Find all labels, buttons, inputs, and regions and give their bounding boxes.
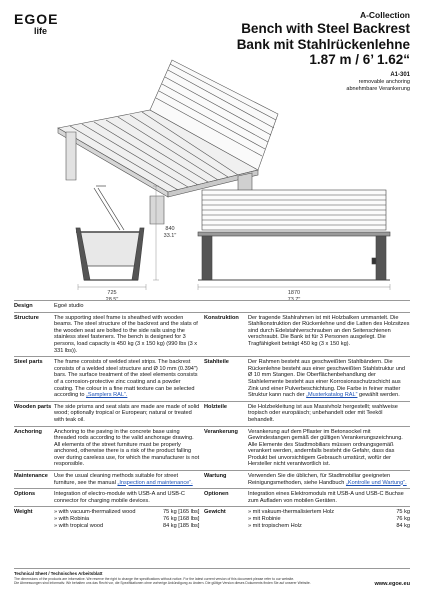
side-view [76, 186, 159, 290]
row-label-en: Design [14, 303, 33, 309]
collection-label: A-Collection [359, 10, 410, 20]
footer-title: Technical Sheet / Technisches Arbeitsblatt [14, 571, 103, 576]
row-label-de [204, 303, 248, 310]
weight-name: » with Robinia [54, 516, 90, 523]
maintenance-text-en: Use the usual cleaning methods suitable for street furniture, see the manual [54, 473, 179, 486]
weight-item [54, 523, 200, 530]
weight-name: » with vacuum-thermalized wood [54, 509, 136, 516]
weight-value: 76 kg [168 lbs] [163, 516, 200, 523]
row-label-de: Konstruktion [204, 314, 239, 321]
weight-value: 84 kg [185 lbs] [163, 522, 200, 529]
row-text-de [248, 473, 410, 486]
weight-item [248, 509, 410, 516]
row-text-de: Der tragende Stahlrahmen ist mit Holzbalken ummantelt. Die Stahlkonstruktion der Rückenlehne und die Latten des Holzsitzes sind durch Edelstahlverschrauben an den Seitenschienen verschraubt. Die Bank ist für 3 Personen ausgelegt. Die Tragfähigkeit beträgt 450 kg (3 x 150 kg). [248, 314, 410, 347]
row-text-de [248, 303, 410, 310]
maintenance-text-de: Verwenden Sie die üblichen, für Stadtmobiliar geeigneten Reinigungsmethoden, siehe Handbuch [248, 473, 391, 486]
musterkatalog-ral-link[interactable]: „Musterkatalog RAL“ [306, 392, 358, 399]
size-label: 1.87 m / 6’ 1.62“ [309, 52, 410, 67]
spec-row-options [14, 488, 410, 506]
steel-text-en: The frame consists of welded steel strips. The backrest consists of a welded steel structure and Ø 10 mm (0.394") bars. The surface treatment of the steel elements consists of a corrosion-protective zinc coating and a powder coating. The colour in a fine matt texture can be selected according to [54, 359, 198, 399]
row-label-en: Wooden parts [14, 403, 52, 410]
footer [14, 568, 410, 585]
weight-item [54, 509, 200, 516]
row-label-en: Maintenance [14, 473, 48, 480]
row-text-en [54, 473, 204, 486]
weight-value: 75 kg [396, 509, 410, 516]
row-text-de: Verankerung auf dem Pflaster im Betonsockel mit Gewindestangen gemäß der gültigen Verankerungszeichnung. Alle Elemente des Stadtmobiliars müssen ordnungsgemäß verankert werden, andernfalls besteht die Gefahr, dass das Produkt bei unvorsichtigem Gebrauch umstürzt, wofür der Hersteller nicht verantwortlich ist. [248, 428, 403, 468]
width-cm: 1870 [287, 290, 301, 296]
title-en: Bench with Steel Backrest [241, 21, 410, 36]
spec-row-wood [14, 401, 410, 426]
weight-list-en [54, 509, 204, 529]
row-label-en: Anchoring [14, 428, 42, 435]
row-label-de: Holzteile [204, 403, 228, 410]
row-text-en: Integration of electro-module with USB-A and USB-C connector for charging mobile devices. [54, 491, 185, 504]
weight-item [248, 523, 410, 530]
weight-value: 75 kg [165 lbs] [163, 509, 200, 516]
depth-in: 28.5" [105, 296, 119, 303]
brand-name: EGOE [14, 11, 59, 27]
row-label-de: Optionen [204, 491, 229, 498]
row-text-de: Die Holzbekleitung ist aus Massivholz hergestellt; wahlweise tropisch oder europäisch; unbehandelt oder mit Teeköl behandelt. [248, 403, 398, 423]
height-in: 33.1" [163, 232, 177, 239]
height-dimension [160, 226, 180, 239]
spec-row-design [14, 300, 410, 312]
row-text-en: Egoé studio [54, 303, 84, 309]
row-text-de [248, 359, 410, 399]
note-en: removable anchoring [358, 78, 410, 85]
row-text-en: The side prisms and seat slats are made are made of solid wood; optionally tropical or European; natural or treated with teak oil. [54, 403, 200, 423]
brand-sub: life [34, 26, 48, 36]
row-label-en: Structure [14, 314, 39, 321]
row-text-en: The supporting steel frame is sheathed with wooden beams. The steel structure of the backrest and the slats of the wooden seat are bolted to the side rails using the stainless steel fasteners. The bench is designed for 3 persons, load capacity is 450 kg (3 x 150 kg) (990 lbs (3 x 331 lbs)). [54, 314, 198, 354]
weight-name: » mit tropischem Holz [248, 522, 302, 529]
steel-text-de-tail: gewählt werden. [357, 392, 400, 399]
row-label-de: Verankerung [204, 428, 238, 435]
front-view [198, 190, 390, 290]
footer-disclaimer-de: Die Abmessungen sind informativ. Wir behalten uns das Recht vor, die Spezifikationen ohne vorherige Ankündigung zu ändern. Die gültige Version dieses Dokuments finden Sie auf unserer Website. [14, 580, 311, 585]
product-code: A1-301 [390, 71, 410, 78]
spec-table [14, 300, 410, 531]
row-label-en: Options [14, 491, 36, 498]
weight-value: 84 kg [396, 522, 410, 529]
row-label-de: Wartung [204, 473, 227, 480]
width-in: 73.7" [287, 296, 301, 303]
row-text-en [54, 359, 204, 399]
website-link[interactable]: www.egoe.eu [374, 581, 410, 587]
row-label-de: Stahlteile [204, 359, 229, 366]
steel-text-de: Der Rahmen besteht aus geschweißten Stahlbändern. Die Rückenlehne besteht aus einer geschweißten Stahlstruktur und Ø 10 mm Stangen. Die Oberflächenbehandlung der Stahlelemente besteht aus einer Korrosionsschutzschicht aus Zink und einer Pulverbeschichtung. Die Farbe in feiner matter Struktur kann nach der [248, 359, 406, 399]
weight-label-en: Weight [14, 509, 33, 516]
spec-row-structure [14, 312, 410, 357]
weight-value: 76 kg [396, 516, 410, 523]
samplers-ral-link[interactable]: „Samplers RAL“. [86, 392, 128, 399]
inspection-maintenance-link[interactable]: „Inspection and maintenance“. [117, 479, 193, 486]
footer-disclaimer-en: The dimensions of the products are informative. We reserve the right to change the specifications without notice. For the latest current version of this document please refer to our website. [14, 576, 295, 581]
spec-row-weight [14, 506, 410, 531]
title-de: Bank mit Stahlrückenlehne [236, 36, 410, 52]
height-cm: 840 [165, 226, 175, 232]
weight-label-de: Gewicht [204, 509, 226, 516]
weight-name: » mit vakuum-thermalisiertem Holz [248, 509, 335, 516]
weight-name: » with tropical wood [54, 522, 104, 529]
spec-row-steel [14, 356, 410, 401]
depth-cm: 725 [107, 290, 117, 296]
weight-list-de [248, 509, 410, 529]
weight-item [54, 516, 200, 523]
row-text-en: Anchoring to the paving in the concrete base using threaded rods according to the valid anchorage drawing. All elements of the street furniture must be properly anchored, otherwise there is a risk of the product falling over during careless use, for which the manufacturer is not responsible. [54, 428, 200, 468]
weight-item [248, 516, 410, 523]
spec-row-anchoring [14, 426, 410, 471]
row-text-de: Integration eines Elektromoduls mit USB-A und USB-C Buchse zum Aufladen von mobilen Geräten. [248, 491, 404, 504]
kontrolle-wartung-link[interactable]: „Kontrolle und Wartung“. [345, 479, 407, 486]
note-de: abnehmbare Verankerung [346, 85, 410, 92]
weight-name: » mit Robinie [248, 516, 281, 523]
spec-row-maintenance [14, 470, 410, 488]
row-label-en: Steel parts [14, 359, 43, 366]
